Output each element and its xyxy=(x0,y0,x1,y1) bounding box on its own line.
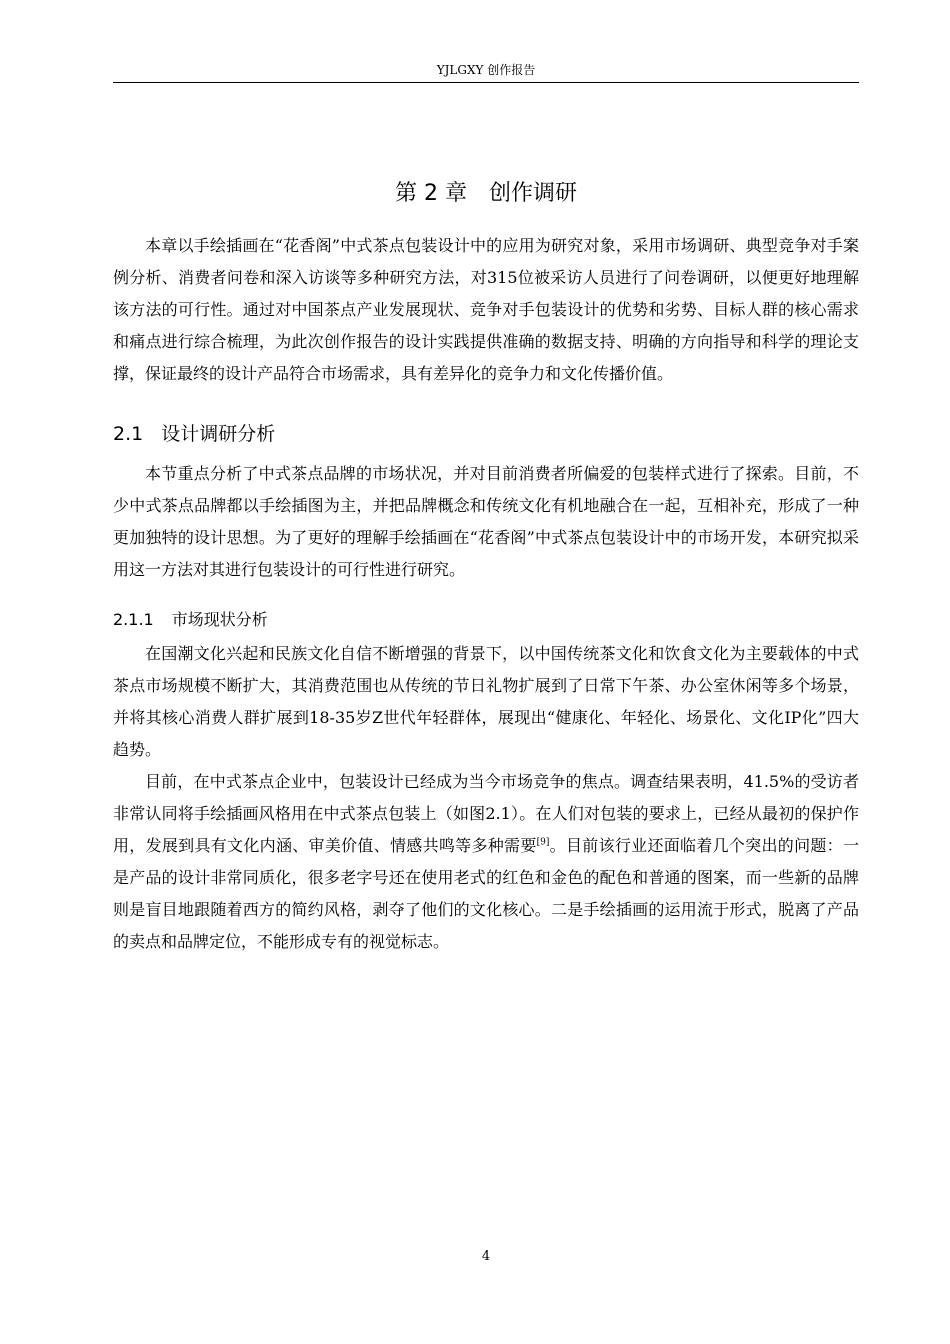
header-rule xyxy=(113,82,859,83)
chapter-number: 第 2 章 xyxy=(395,181,467,206)
subsection-title: 市场现状分析 xyxy=(171,610,268,629)
section-paragraph: 本节重点分析了中式茶点品牌的市场状况，并对目前消费者所偏爱的包装样式进行了探索。目前，不少中式茶点品牌都以手绘插图为主，并把品牌概念和传统文化有机地融合在一起，互相补充，形成了一种更加独特的设计思想。为了更好的理解手绘插画在“花香阁”中式茶点包装设计中的市场开发，本研究拟采用这一方法对其进行包装设计的可行性进行研究。 xyxy=(113,464,859,579)
chapter-title-text: 创作调研 xyxy=(488,181,577,206)
citation-marker: [9] xyxy=(536,837,550,848)
paragraph-2-part-b: 。目前该行业还面临着几个突出的问题：一是产品的设计非常同质化，很多老字号还在使用老式的红色和金色的配色和普通的图案，而一些新的品牌则是盲目地跟随着西方的简约风格，剥夺了他们的文化核心。二是手绘插画的运用流于形式，脱离了产品的卖点和品牌定位，不能形成专有的视觉标志。 xyxy=(113,836,859,951)
subsection-number: 2.1.1 xyxy=(113,610,154,629)
subsection-paragraph-2 xyxy=(113,766,859,958)
section-title: 设计调研分析 xyxy=(161,423,276,445)
section-number: 2.1 xyxy=(113,423,144,445)
subsection-heading xyxy=(113,606,859,634)
section-heading xyxy=(113,418,859,450)
subsection-paragraph-1: 在国潮文化兴起和民族文化自信不断增强的背景下，以中国传统茶文化和饮食文化为主要载体的中式茶点市场规模不断扩大，其消费范围也从传统的节日礼物扩展到了日常下午茶、办公室休闲等多个场景，并将其核心消费人群扩展到18-35岁Z世代年轻群体，展现出“健康化、年轻化、场景化、文化IP化”四大趋势。 xyxy=(113,644,859,759)
page-number: 4 xyxy=(481,1249,491,1264)
chapter-title xyxy=(113,172,859,216)
chapter-intro-paragraph: 本章以手绘插画在“花香阁”中式茶点包装设计中的应用为研究对象，采用市场调研、典型竞争对手案例分析、消费者问卷和深入访谈等多种研究方法，对315位被采访人员进行了问卷调研，以便更好地理解该方法的可行性。通过对中国茶点产业发展现状、竞争对手包装设计的优势和劣势、目标人群的核心需求和痛点进行综合梳理，为此次创作报告的设计实践提供准确的数据支持、明确的方向指导和科学的理论支撑，保证最终的设计产品符合市场需求，具有差异化的竞争力和文化传播价值。 xyxy=(113,236,859,383)
page-content xyxy=(113,172,859,958)
paragraph-2-part-a: 目前，在中式茶点企业中，包装设计已经成为当今市场竞争的焦点。调查结果表明，41.5%的受访者非常认同将手绘插画风格用在中式茶点包装上（如图2.1）。在人们对包装的要求上，已经从最初的保护作用，发展到具有文化内涵、审美价值、情感共鸣等多种需要 xyxy=(113,772,859,855)
running-header: YJLGXY 创作报告 xyxy=(436,63,536,77)
